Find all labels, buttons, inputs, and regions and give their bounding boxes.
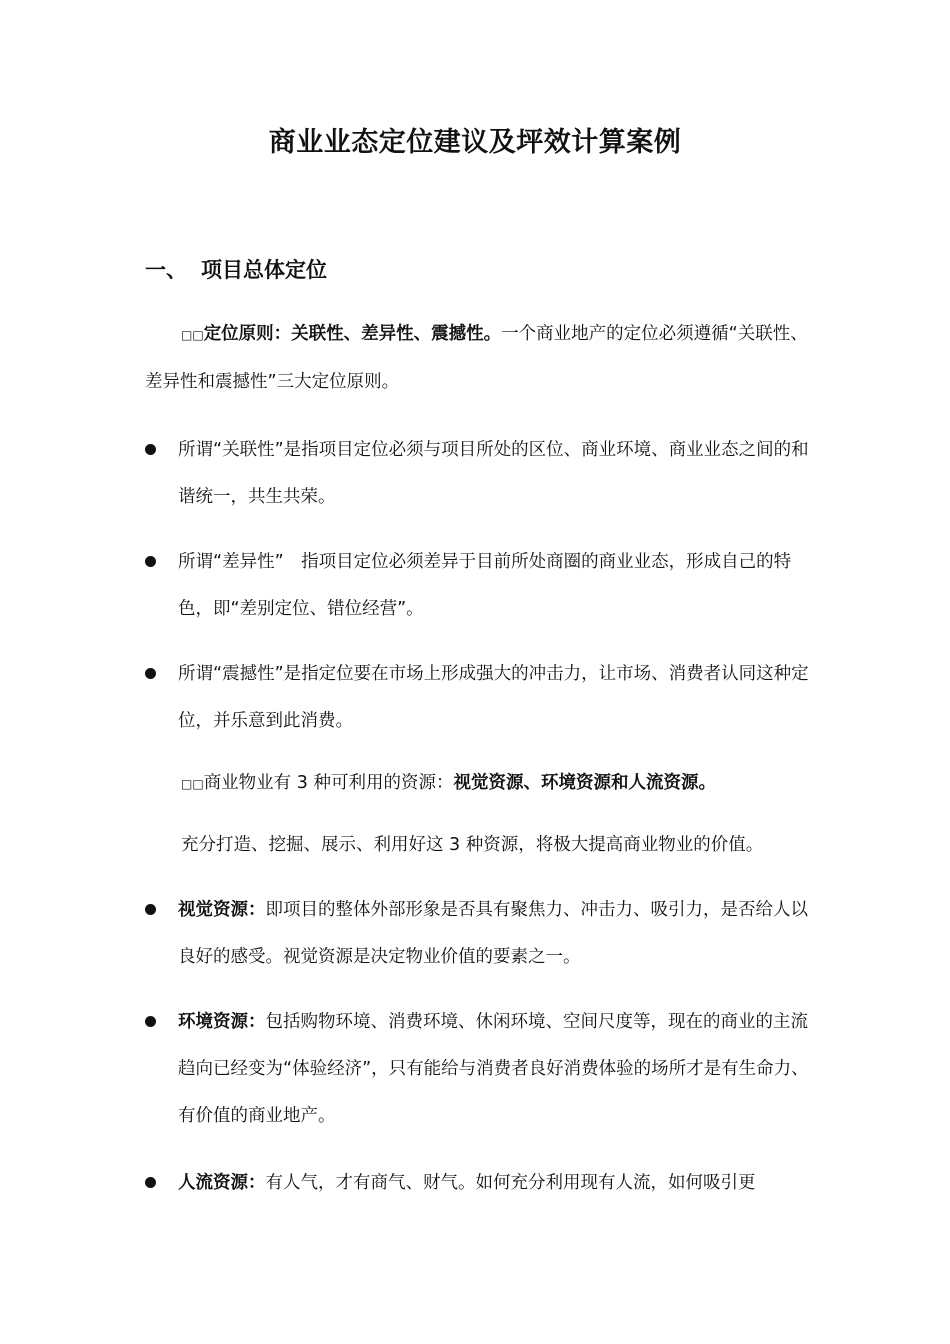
resources-intro-text: 商业物业有 3 种可利用的资源： bbox=[203, 773, 454, 793]
resources-list: 视觉资源、环境资源和人流资源。 bbox=[453, 773, 716, 793]
list-item bbox=[145, 539, 810, 633]
principles-paragraph bbox=[145, 311, 810, 406]
list-item bbox=[145, 1160, 810, 1207]
principles-text: 一个商业地产的定位必须遵循“关联性、差异性和震撼性”三大定位原则。 bbox=[145, 324, 808, 392]
section-number: 一、 bbox=[145, 258, 187, 282]
list-item-body: 即项目的整体外部形象是否具有聚焦力、冲击力、吸引力，是否给人以良好的感受。视觉资源是决定物业价值的要素之一。 bbox=[178, 900, 808, 967]
list-item-text bbox=[178, 887, 810, 981]
bullet-dot-icon bbox=[145, 1177, 156, 1188]
list-item-text: 所谓“关联性”是指项目定位必须与项目所处的区位、商业环境、商业业态之间的和谐统一，共生共荣。 bbox=[178, 440, 809, 507]
bullet-dot-icon bbox=[145, 444, 156, 455]
list-item-text bbox=[178, 1160, 810, 1207]
list-item-body: 有人气，才有商气、财气。如何充分利用现有人流，如何吸引更 bbox=[265, 1173, 756, 1193]
bullet-dot-icon bbox=[145, 668, 156, 679]
list-item-text: 所谓“差异性” 指项目定位必须差异于目前所处商圈的商业业态，形成自己的特色，即“差别定位、错位经营”。 bbox=[178, 552, 792, 619]
list-item-text: 所谓“震撼性”是指定位要在市场上形成强大的冲击力，让市场、消费者认同这种定位，并乐意到此消费。 bbox=[178, 664, 809, 731]
section-title: 项目总体定位 bbox=[201, 258, 327, 282]
list-item-text bbox=[178, 999, 810, 1140]
bullet-dot-icon bbox=[145, 556, 156, 567]
principles-label: 定位原则：关联性、差异性、震撼性。 bbox=[203, 324, 502, 344]
list-item bbox=[145, 651, 810, 745]
bullet-dot-icon bbox=[145, 1016, 156, 1027]
list-item-label: 环境资源： bbox=[178, 1012, 266, 1032]
list-item-body: 包括购物环境、消费环境、休闲环境、空间尺度等，现在的商业的主流趋向已经变为“体验经济”，只有能给与消费者良好消费体验的场所才是有生命力、有价值的商业地产。 bbox=[178, 1012, 809, 1126]
resources-summary: 充分打造、挖掘、展示、利用好这 3 种资源，将极大提高商业物业的价值。 bbox=[181, 835, 764, 855]
document-title: 商业业态定位建议及坪效计算案例 bbox=[268, 127, 682, 158]
list-item-label: 人流资源： bbox=[178, 1173, 266, 1193]
list-item bbox=[145, 999, 810, 1140]
bullet-dot-icon bbox=[145, 904, 156, 915]
list-item-label: 视觉资源： bbox=[178, 900, 266, 920]
list-item bbox=[145, 887, 810, 981]
resources-intro bbox=[181, 760, 821, 808]
square-marker: □□ bbox=[181, 777, 204, 791]
list-item bbox=[145, 427, 810, 521]
section-heading bbox=[145, 254, 327, 284]
square-marker: □□ bbox=[181, 328, 204, 342]
